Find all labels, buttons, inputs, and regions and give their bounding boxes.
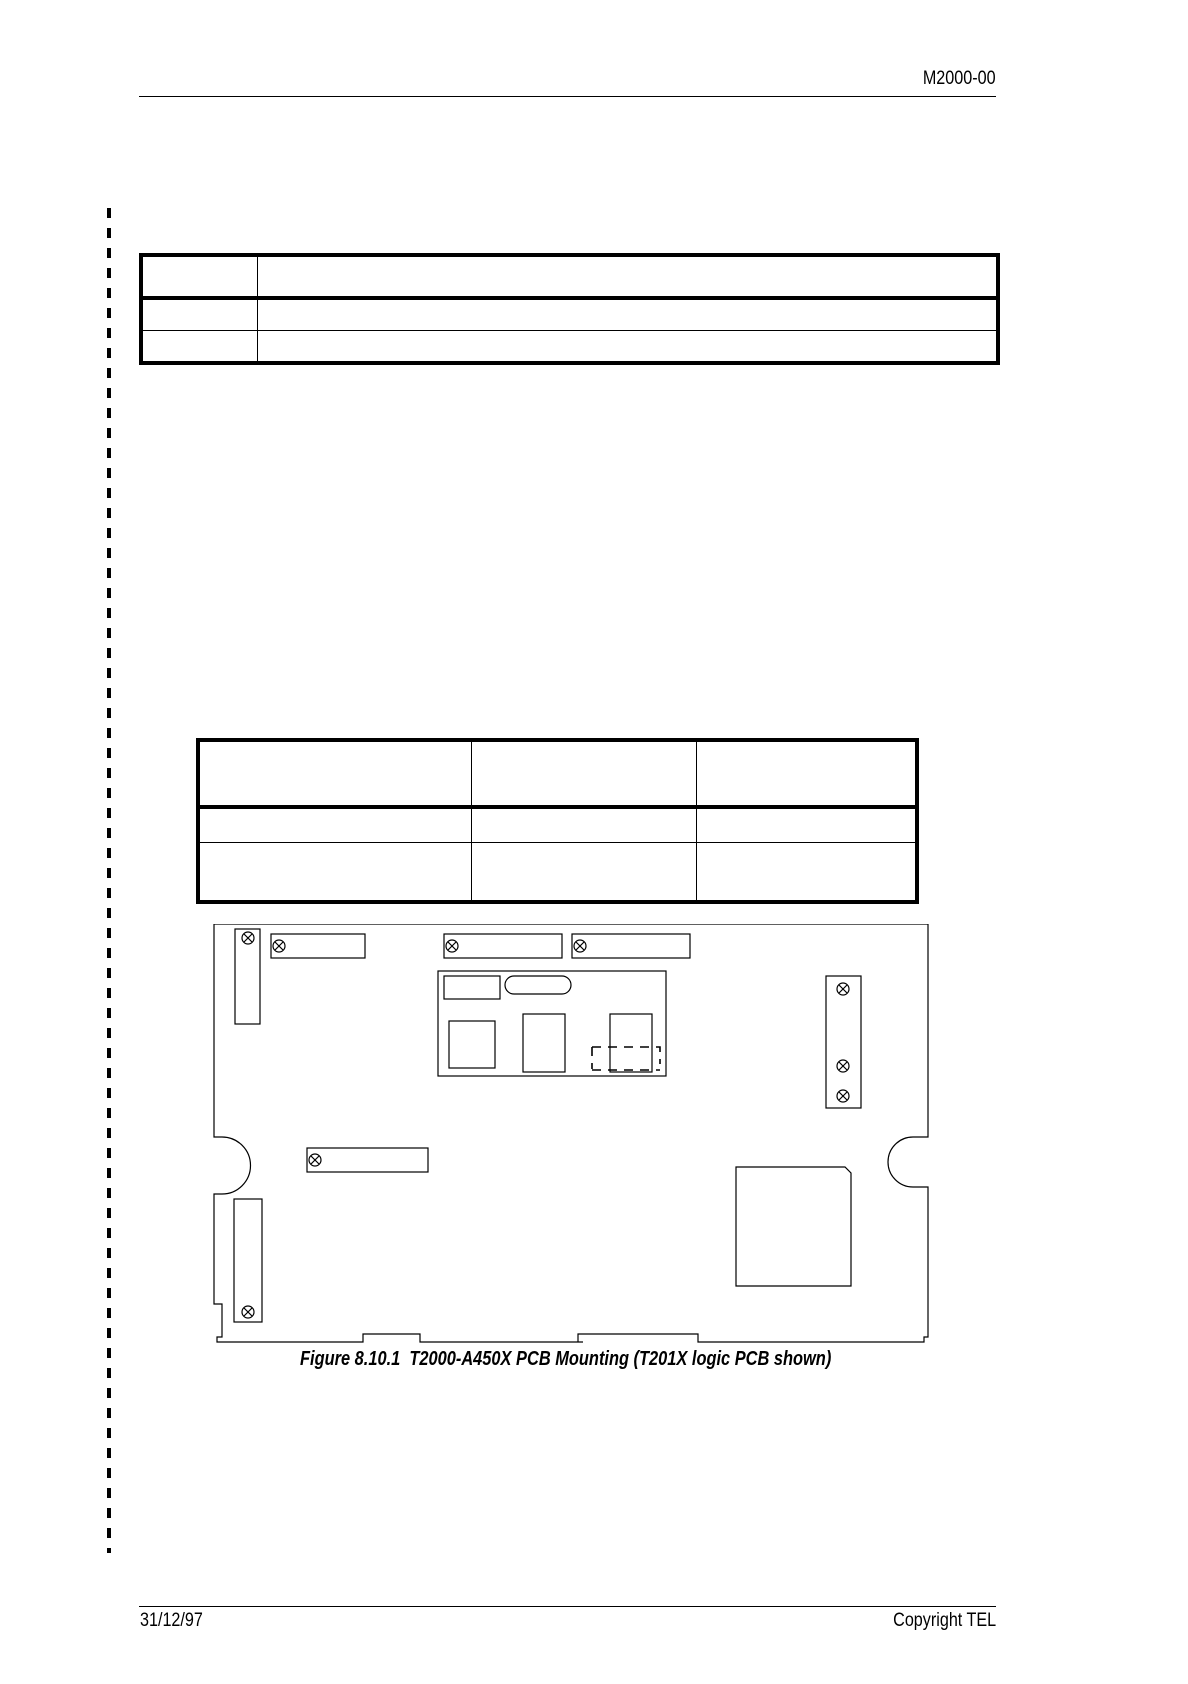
connector-right — [826, 976, 861, 1108]
module-crystal — [505, 976, 571, 994]
footer-copyright: Copyright TEL — [893, 1610, 996, 1631]
connector-left-top — [235, 929, 260, 1024]
connector-top-3 — [572, 934, 690, 958]
pcb-mounting-diagram — [208, 924, 938, 1344]
table-2-cell — [472, 807, 697, 843]
module-chip-4 — [610, 1014, 652, 1072]
table-2-cell — [472, 843, 697, 903]
table-1-cell — [258, 255, 999, 298]
table-2-cell — [697, 807, 918, 843]
footer-rule — [139, 1606, 996, 1607]
header-rule — [139, 96, 996, 97]
table-2-cell — [697, 740, 918, 807]
module-chip-1 — [444, 976, 500, 999]
table-1-row — [141, 298, 998, 331]
table-1-row — [141, 331, 998, 364]
table-1-cell — [258, 331, 999, 364]
table-1-cell — [141, 255, 258, 298]
table-2-cell — [198, 807, 472, 843]
table-1 — [139, 253, 1000, 365]
footer-date: 31/12/97 — [140, 1610, 203, 1631]
module-chip-3 — [523, 1014, 565, 1072]
table-2-cell — [697, 843, 918, 903]
revision-change-bar — [107, 208, 111, 1553]
table-2-cell — [198, 740, 472, 807]
table-1-cell — [141, 298, 258, 331]
table-1-cell — [141, 331, 258, 364]
document-code: M2000-00 — [923, 68, 996, 89]
table-2-cell — [198, 843, 472, 903]
connector-middle-left — [307, 1148, 428, 1172]
table-2-row — [198, 843, 917, 903]
figure-caption: Figure 8.10.1 T2000-A450X PCB Mounting (T201X logic PCB shown) — [300, 1348, 832, 1370]
module-dashed-outline — [592, 1047, 660, 1070]
table-2 — [196, 738, 919, 904]
logic-module — [438, 971, 666, 1076]
connector-left-bottom — [234, 1199, 262, 1322]
table-2-header-row — [198, 740, 917, 807]
table-2-cell — [472, 740, 697, 807]
table-1-header-row — [141, 255, 998, 298]
connector-top-2 — [444, 934, 562, 958]
large-chip — [736, 1167, 851, 1286]
table-2-row — [198, 807, 917, 843]
table-1-cell — [258, 298, 999, 331]
module-chip-2 — [449, 1021, 495, 1068]
